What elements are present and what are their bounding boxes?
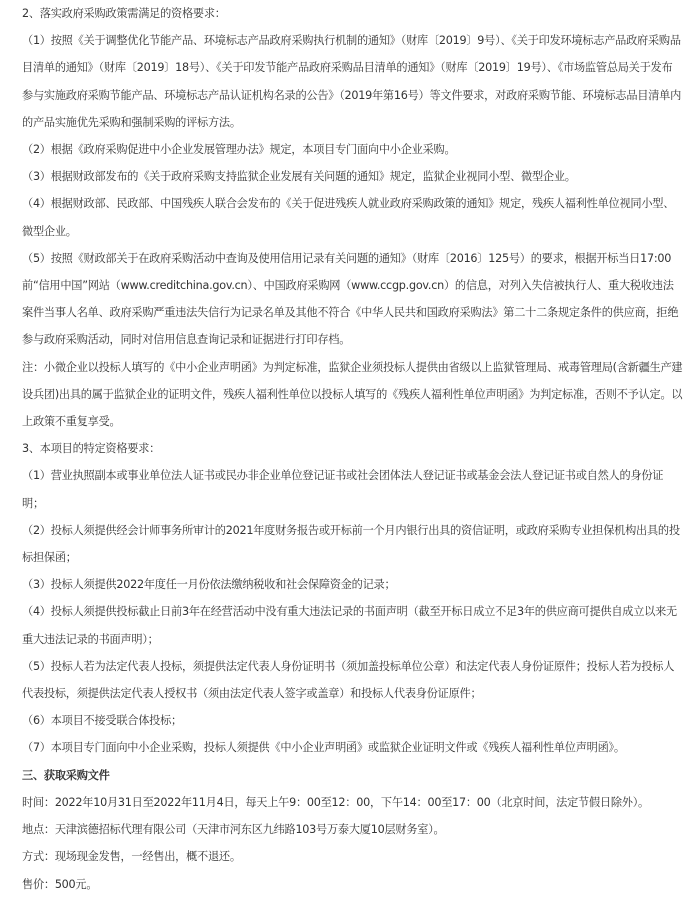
list-item: （4）根据财政部、民政部、中国残疾人联合会发布的《关于促进残疾人就业政府采购政策的通知》规定，残疾人福利性单位视同小型、微型企业。 <box>22 197 675 238</box>
obtain-location: 地点：天津滨德招标代理有限公司（天津市河东区九纬路103号万泰大厦10层财务室）。 <box>22 823 445 837</box>
obtain-time: 时间：2022年10月31日至2022年11月4日，每天上午9：00至12：00，下午14：00至17：00（北京时间，法定节假日除外）。 <box>22 795 649 809</box>
section-policy-requirements <box>22 0 683 435</box>
list-item: （6）本项目不接受联合体投标； <box>22 714 182 728</box>
obtain-method: 方式：现场现金发售，一经售出，概不退还。 <box>22 850 241 864</box>
section-obtain-documents <box>22 762 683 898</box>
list-item: （1）按照《关于调整优化节能产品、环境标志产品政府采购执行机制的通知》（财库〔2019〕9号）、《关于印发环境标志产品政府采购品目清单的通知》（财库〔2019〕18号）、《关于印发节能产品政府采购品目清单的通知》（财库〔2019〕19号）、《市场监管总局关于发布参与实施政府采购节能产品、环境标志产品认证机构名录的公告》（2019年第16号）等文件要求，对政府采购节能、环境标志品目清单内的产品实施优先采购和强制采购的评标方法。 <box>22 34 682 129</box>
list-item: （5）按照《财政部关于在政府采购活动中查询及使用信用记录有关问题的通知》（财库〔2016〕125号）的要求，根据开标当日17:00前“信用中国”网站（www.creditchina.gov.cn）、中国政府采购网（www.ccgp.gov.cn）的信息，对列入失信被执行人、重大税收违法案件当事人名单、政府采购严重违法失信行为记录名单及其他不符合《中华人民共和国政府采购法》第二十二条规定条件的供应商，拒绝参与政府采购活动，同时对信用信息查询记录和证据进行打印存档。 <box>22 251 679 347</box>
section-heading: 2、落实政府采购政策需满足的资格要求： <box>22 7 226 20</box>
list-item: （2）投标人须提供经会计师事务所审计的2021年度财务报告或开标前一个月内银行出具的资信证明，或政府采购专业担保机构出具的投标担保函； <box>22 523 680 565</box>
list-item: （5）投标人若为法定代表人投标，须提供法定代表人身份证明书（须加盖投标单位公章）和法定代表人身份证原件；投标人若为投标人代表投标，须提供法定代表人授权书（须由法定代表人签字或盖章）和投标人代表身份证原件； <box>22 659 675 701</box>
list-item: （1）营业执照副本或事业单位法人证书或民办非企业单位登记证书或社会团体法人登记证书或基金会法人登记证书或自然人的身份证明； <box>22 469 664 510</box>
list-item: （4）投标人须提供投标截止日前3年在经营活动中没有重大违法记录的书面声明（截至开标日成立不足3年的供应商可提供自成立以来无重大违法记录的书面声明）； <box>22 605 677 646</box>
section-heading: 三、获取采购文件 <box>22 768 110 782</box>
section-heading: 3、本项目的特定资格要求： <box>22 442 161 456</box>
list-item: （7）本项目专门面向中小企业采购，投标人须提供《中小企业声明函》或监狱企业证明文件或《残疾人福利性单位声明函》。 <box>22 741 625 755</box>
list-item: （3）投标人须提供2022年度任一月份依法缴纳税收和社会保障资金的记录； <box>22 578 396 592</box>
section-specific-requirements <box>22 435 683 761</box>
list-item: （2）根据《政府采购促进中小企业发展管理办法》规定，本项目专门面向中小企业采购。 <box>22 143 456 157</box>
list-item: （3）根据财政部发布的《关于政府采购支持监狱企业发展有关问题的通知》规定，监狱企业视同小型、微型企业。 <box>22 170 576 184</box>
obtain-price: 售价：500元。 <box>22 877 98 891</box>
note-paragraph: 注：小微企业以投标人填写的《中小企业声明函》为判定标准，监狱企业须投标人提供由省级以上监狱管理局、戒毒管理局(含新疆生产建设兵团)出具的属于监狱企业的证明文件，残疾人福利性单位以投标人填写的《残疾人福利性单位声明函》为判定标准，否则不予认定。以上政策不重复享受。 <box>22 360 683 429</box>
